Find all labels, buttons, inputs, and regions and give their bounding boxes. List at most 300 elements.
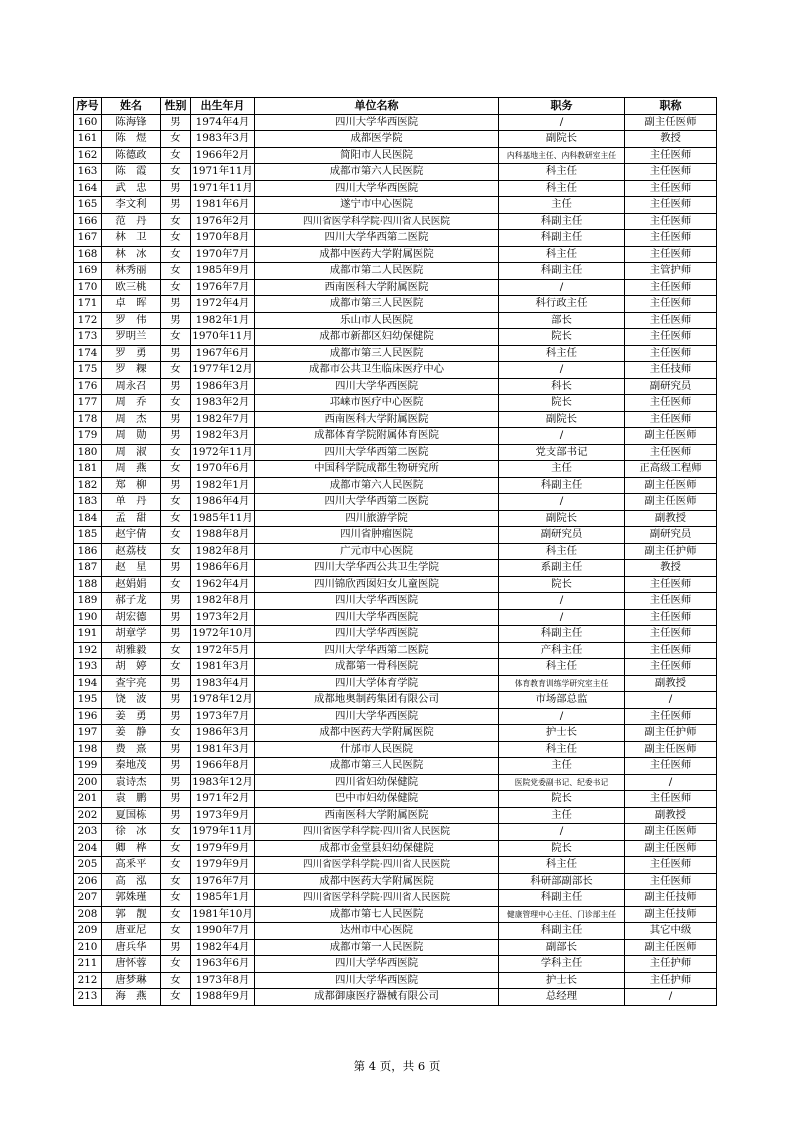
cell-birth: 1981年10月 bbox=[191, 906, 255, 923]
cell-gender: 女 bbox=[161, 362, 191, 379]
cell-name: 范 丹 bbox=[102, 213, 161, 230]
cell-position: 院长 bbox=[499, 329, 625, 346]
cell-serial: 170 bbox=[74, 279, 102, 296]
table-row bbox=[74, 147, 717, 164]
cell-gender: 男 bbox=[161, 708, 191, 725]
cell-gender: 男 bbox=[161, 560, 191, 577]
cell-gender: 女 bbox=[161, 329, 191, 346]
cell-unit: 中国科学院成都生物研究所 bbox=[255, 461, 499, 478]
cell-position: / bbox=[499, 428, 625, 445]
cell-serial: 199 bbox=[74, 758, 102, 775]
cell-gender: 女 bbox=[161, 890, 191, 907]
cell-serial: 183 bbox=[74, 494, 102, 511]
cell-name: 欧三桃 bbox=[102, 279, 161, 296]
cell-serial: 180 bbox=[74, 444, 102, 461]
cell-unit: 成都御康医疗器械有限公司 bbox=[255, 989, 499, 1006]
cell-name: 单 丹 bbox=[102, 494, 161, 511]
cell-birth: 1982年3月 bbox=[191, 428, 255, 445]
cell-name: 孟 甜 bbox=[102, 510, 161, 527]
cell-unit: 四川大学华西医院 bbox=[255, 180, 499, 197]
cell-unit: 成都市第三人民医院 bbox=[255, 296, 499, 313]
table-row bbox=[74, 824, 717, 841]
cell-birth: 1978年12月 bbox=[191, 692, 255, 709]
cell-unit: 四川大学华西第二医院 bbox=[255, 444, 499, 461]
cell-position: 科行政主任 bbox=[499, 296, 625, 313]
cell-title: 主任医师 bbox=[625, 758, 717, 775]
header-title: 职称 bbox=[625, 98, 717, 115]
cell-gender: 女 bbox=[161, 972, 191, 989]
cell-name: 秦地茂 bbox=[102, 758, 161, 775]
cell-unit: 西南医科大学附属医院 bbox=[255, 411, 499, 428]
cell-position: 主任 bbox=[499, 197, 625, 214]
table-row bbox=[74, 593, 717, 610]
cell-title: 正高级工程师 bbox=[625, 461, 717, 478]
cell-title: 主任技师 bbox=[625, 362, 717, 379]
cell-position: 院长 bbox=[499, 840, 625, 857]
cell-serial: 211 bbox=[74, 956, 102, 973]
cell-serial: 206 bbox=[74, 873, 102, 890]
cell-gender: 女 bbox=[161, 246, 191, 263]
cell-position: 科主任 bbox=[499, 164, 625, 181]
cell-position: 科副主任 bbox=[499, 230, 625, 247]
cell-gender: 男 bbox=[161, 477, 191, 494]
cell-name: 林 冰 bbox=[102, 246, 161, 263]
cell-title: 主任医师 bbox=[625, 296, 717, 313]
cell-gender: 女 bbox=[161, 147, 191, 164]
cell-position: / bbox=[499, 708, 625, 725]
cell-name: 姜 静 bbox=[102, 725, 161, 742]
cell-birth: 1982年8月 bbox=[191, 543, 255, 560]
cell-unit: 四川大学华西公共卫生学院 bbox=[255, 560, 499, 577]
cell-gender: 男 bbox=[161, 774, 191, 791]
cell-birth: 1979年11月 bbox=[191, 824, 255, 841]
cell-title: 主任医师 bbox=[625, 279, 717, 296]
table-row bbox=[74, 494, 717, 511]
cell-unit: 四川锦欣西囡妇女儿童医院 bbox=[255, 576, 499, 593]
cell-unit: 广元市中心医院 bbox=[255, 543, 499, 560]
cell-serial: 204 bbox=[74, 840, 102, 857]
cell-name: 林 卫 bbox=[102, 230, 161, 247]
cell-name: 赵宇倩 bbox=[102, 527, 161, 544]
cell-birth: 1981年3月 bbox=[191, 741, 255, 758]
cell-gender: 男 bbox=[161, 428, 191, 445]
cell-gender: 女 bbox=[161, 263, 191, 280]
cell-unit: 成都中医药大学附属医院 bbox=[255, 725, 499, 742]
cell-gender: 男 bbox=[161, 741, 191, 758]
cell-birth: 1983年12月 bbox=[191, 774, 255, 791]
cell-title: 主任医师 bbox=[625, 444, 717, 461]
cell-name: 陈海锋 bbox=[102, 114, 161, 131]
table-row bbox=[74, 395, 717, 412]
cell-position: 健康管理中心主任、门诊部主任 bbox=[499, 906, 625, 923]
cell-name: 陈 霞 bbox=[102, 164, 161, 181]
cell-title: 副主任技师 bbox=[625, 890, 717, 907]
cell-title: 主任医师 bbox=[625, 626, 717, 643]
cell-serial: 210 bbox=[74, 939, 102, 956]
cell-gender: 女 bbox=[161, 395, 191, 412]
cell-position: 科主任 bbox=[499, 543, 625, 560]
cell-gender: 男 bbox=[161, 593, 191, 610]
table-row bbox=[74, 428, 717, 445]
cell-birth: 1988年9月 bbox=[191, 989, 255, 1006]
cell-unit: 四川大学华西第二医院 bbox=[255, 494, 499, 511]
cell-position: 院长 bbox=[499, 791, 625, 808]
cell-position: 科长 bbox=[499, 378, 625, 395]
table-row bbox=[74, 791, 717, 808]
table-row bbox=[74, 576, 717, 593]
cell-serial: 208 bbox=[74, 906, 102, 923]
cell-serial: 207 bbox=[74, 890, 102, 907]
cell-position: 副研究员 bbox=[499, 527, 625, 544]
cell-title: / bbox=[625, 774, 717, 791]
cell-title: 主任护师 bbox=[625, 956, 717, 973]
cell-name: 卿 桦 bbox=[102, 840, 161, 857]
cell-name: 查宇亮 bbox=[102, 675, 161, 692]
cell-gender: 男 bbox=[161, 378, 191, 395]
cell-position: 科主任 bbox=[499, 180, 625, 197]
cell-position: 科主任 bbox=[499, 345, 625, 362]
cell-name: 郭姝瑾 bbox=[102, 890, 161, 907]
table-row bbox=[74, 131, 717, 148]
cell-birth: 1982年4月 bbox=[191, 939, 255, 956]
personnel-table-container bbox=[73, 97, 716, 1006]
cell-serial: 174 bbox=[74, 345, 102, 362]
cell-name: 胡宏德 bbox=[102, 609, 161, 626]
cell-gender: 女 bbox=[161, 527, 191, 544]
cell-serial: 188 bbox=[74, 576, 102, 593]
cell-serial: 168 bbox=[74, 246, 102, 263]
cell-serial: 175 bbox=[74, 362, 102, 379]
cell-gender: 女 bbox=[161, 230, 191, 247]
cell-title: 主任医师 bbox=[625, 593, 717, 610]
cell-gender: 女 bbox=[161, 906, 191, 923]
cell-gender: 女 bbox=[161, 510, 191, 527]
cell-serial: 171 bbox=[74, 296, 102, 313]
cell-birth: 1970年11月 bbox=[191, 329, 255, 346]
cell-name: 夏国栋 bbox=[102, 807, 161, 824]
cell-name: 高 泓 bbox=[102, 873, 161, 890]
cell-name: 赵娟娟 bbox=[102, 576, 161, 593]
header-birth: 出生年月 bbox=[191, 98, 255, 115]
cell-unit: 四川省妇幼保健院 bbox=[255, 774, 499, 791]
table-row bbox=[74, 362, 717, 379]
cell-gender: 女 bbox=[161, 461, 191, 478]
cell-birth: 1982年7月 bbox=[191, 411, 255, 428]
cell-name: 武 忠 bbox=[102, 180, 161, 197]
cell-gender: 女 bbox=[161, 576, 191, 593]
cell-birth: 1983年2月 bbox=[191, 395, 255, 412]
cell-unit: 成都市第二人民医院 bbox=[255, 263, 499, 280]
table-row bbox=[74, 230, 717, 247]
cell-position: 科研部副部长 bbox=[499, 873, 625, 890]
cell-position: 学科主任 bbox=[499, 956, 625, 973]
table-row bbox=[74, 263, 717, 280]
cell-unit: 西南医科大学附属医院 bbox=[255, 807, 499, 824]
cell-birth: 1972年5月 bbox=[191, 642, 255, 659]
cell-serial: 178 bbox=[74, 411, 102, 428]
cell-gender: 女 bbox=[161, 131, 191, 148]
cell-name: 周 燕 bbox=[102, 461, 161, 478]
cell-birth: 1967年6月 bbox=[191, 345, 255, 362]
cell-title: 主任医师 bbox=[625, 576, 717, 593]
cell-unit: 乐山市人民医院 bbox=[255, 312, 499, 329]
cell-name: 罗 伟 bbox=[102, 312, 161, 329]
cell-serial: 181 bbox=[74, 461, 102, 478]
cell-title: 主任医师 bbox=[625, 329, 717, 346]
cell-birth: 1981年3月 bbox=[191, 659, 255, 676]
cell-serial: 202 bbox=[74, 807, 102, 824]
cell-gender: 女 bbox=[161, 857, 191, 874]
cell-serial: 176 bbox=[74, 378, 102, 395]
cell-unit: 四川大学华西医院 bbox=[255, 609, 499, 626]
cell-gender: 女 bbox=[161, 494, 191, 511]
cell-unit: 成都市新都区妇幼保健院 bbox=[255, 329, 499, 346]
cell-serial: 177 bbox=[74, 395, 102, 412]
header-serial: 序号 bbox=[74, 98, 102, 115]
cell-name: 姜 勇 bbox=[102, 708, 161, 725]
cell-title: 主任医师 bbox=[625, 246, 717, 263]
cell-title: 副教授 bbox=[625, 510, 717, 527]
cell-name: 周 淑 bbox=[102, 444, 161, 461]
cell-unit: 成都中医药大学附属医院 bbox=[255, 246, 499, 263]
cell-title: 副主任技师 bbox=[625, 906, 717, 923]
cell-name: 陈德政 bbox=[102, 147, 161, 164]
cell-name: 周 杰 bbox=[102, 411, 161, 428]
cell-birth: 1972年4月 bbox=[191, 296, 255, 313]
cell-position: / bbox=[499, 114, 625, 131]
cell-serial: 197 bbox=[74, 725, 102, 742]
cell-serial: 184 bbox=[74, 510, 102, 527]
cell-name: 郝子龙 bbox=[102, 593, 161, 610]
cell-unit: 成都市第三人民医院 bbox=[255, 345, 499, 362]
cell-position: 部长 bbox=[499, 312, 625, 329]
cell-title: 主任医师 bbox=[625, 411, 717, 428]
cell-unit: 成都第一骨科医院 bbox=[255, 659, 499, 676]
table-row bbox=[74, 642, 717, 659]
cell-serial: 196 bbox=[74, 708, 102, 725]
cell-birth: 1986年3月 bbox=[191, 378, 255, 395]
cell-name: 袁 鹏 bbox=[102, 791, 161, 808]
cell-unit: 成都市第六人民医院 bbox=[255, 164, 499, 181]
cell-title: 主任医师 bbox=[625, 873, 717, 890]
cell-unit: 成都市第三人民医院 bbox=[255, 758, 499, 775]
cell-position: 主任 bbox=[499, 758, 625, 775]
personnel-table bbox=[73, 97, 717, 1006]
cell-gender: 女 bbox=[161, 279, 191, 296]
cell-name: 赵荔枝 bbox=[102, 543, 161, 560]
cell-title: 主任医师 bbox=[625, 708, 717, 725]
cell-birth: 1983年4月 bbox=[191, 675, 255, 692]
cell-gender: 女 bbox=[161, 213, 191, 230]
cell-unit: 四川大学华西医院 bbox=[255, 708, 499, 725]
cell-unit: 四川省医学科学院·四川省人民医院 bbox=[255, 890, 499, 907]
cell-serial: 166 bbox=[74, 213, 102, 230]
cell-unit: 达州市中心医院 bbox=[255, 923, 499, 940]
table-row bbox=[74, 741, 717, 758]
table-row bbox=[74, 543, 717, 560]
cell-serial: 194 bbox=[74, 675, 102, 692]
table-body bbox=[74, 114, 717, 1005]
cell-birth: 1982年8月 bbox=[191, 593, 255, 610]
cell-unit: 四川大学华西医院 bbox=[255, 114, 499, 131]
cell-title: 副主任医师 bbox=[625, 840, 717, 857]
cell-title: 其它中级 bbox=[625, 923, 717, 940]
header-position: 职务 bbox=[499, 98, 625, 115]
cell-gender: 男 bbox=[161, 807, 191, 824]
cell-birth: 1966年2月 bbox=[191, 147, 255, 164]
cell-position: 科主任 bbox=[499, 741, 625, 758]
cell-serial: 186 bbox=[74, 543, 102, 560]
table-row bbox=[74, 956, 717, 973]
cell-birth: 1962年4月 bbox=[191, 576, 255, 593]
cell-serial: 198 bbox=[74, 741, 102, 758]
cell-birth: 1973年2月 bbox=[191, 609, 255, 626]
cell-name: 唐梦琳 bbox=[102, 972, 161, 989]
cell-birth: 1973年9月 bbox=[191, 807, 255, 824]
cell-unit: 四川省医学科学院·四川省人民医院 bbox=[255, 824, 499, 841]
cell-serial: 172 bbox=[74, 312, 102, 329]
cell-birth: 1985年1月 bbox=[191, 890, 255, 907]
cell-position: 科副主任 bbox=[499, 213, 625, 230]
table-row bbox=[74, 659, 717, 676]
cell-serial: 169 bbox=[74, 263, 102, 280]
cell-title: 副主任护师 bbox=[625, 725, 717, 742]
cell-unit: 四川大学华西医院 bbox=[255, 972, 499, 989]
table-row bbox=[74, 675, 717, 692]
cell-gender: 男 bbox=[161, 180, 191, 197]
cell-birth: 1990年7月 bbox=[191, 923, 255, 940]
page-number: 第 4 页，共 6 页 bbox=[353, 1059, 441, 1073]
cell-position: 系副主任 bbox=[499, 560, 625, 577]
cell-title: 副主任医师 bbox=[625, 741, 717, 758]
cell-gender: 女 bbox=[161, 824, 191, 841]
cell-birth: 1982年1月 bbox=[191, 312, 255, 329]
cell-birth: 1973年8月 bbox=[191, 972, 255, 989]
cell-title: 副主任医师 bbox=[625, 428, 717, 445]
cell-gender: 男 bbox=[161, 312, 191, 329]
cell-title: 主任医师 bbox=[625, 659, 717, 676]
cell-position: 副院长 bbox=[499, 510, 625, 527]
cell-birth: 1977年12月 bbox=[191, 362, 255, 379]
table-row bbox=[74, 906, 717, 923]
cell-name: 周 乔 bbox=[102, 395, 161, 412]
table-row bbox=[74, 329, 717, 346]
cell-serial: 162 bbox=[74, 147, 102, 164]
cell-serial: 205 bbox=[74, 857, 102, 874]
cell-gender: 男 bbox=[161, 692, 191, 709]
cell-unit: 四川省医学科学院·四川省人民医院 bbox=[255, 213, 499, 230]
cell-name: 唐怀蓉 bbox=[102, 956, 161, 973]
cell-title: 副主任医师 bbox=[625, 824, 717, 841]
table-row bbox=[74, 164, 717, 181]
cell-title: 副主任护师 bbox=[625, 543, 717, 560]
table-row bbox=[74, 609, 717, 626]
cell-birth: 1971年2月 bbox=[191, 791, 255, 808]
cell-gender: 男 bbox=[161, 609, 191, 626]
cell-position: 副部长 bbox=[499, 939, 625, 956]
cell-birth: 1988年8月 bbox=[191, 527, 255, 544]
table-row bbox=[74, 873, 717, 890]
cell-serial: 163 bbox=[74, 164, 102, 181]
table-row bbox=[74, 411, 717, 428]
header-gender: 性别 bbox=[161, 98, 191, 115]
table-row bbox=[74, 279, 717, 296]
header-name: 姓名 bbox=[102, 98, 161, 115]
table-row bbox=[74, 626, 717, 643]
cell-title: 主任医师 bbox=[625, 609, 717, 626]
header-row bbox=[74, 98, 717, 115]
cell-birth: 1986年4月 bbox=[191, 494, 255, 511]
cell-position: 主任 bbox=[499, 461, 625, 478]
cell-position: 科主任 bbox=[499, 246, 625, 263]
table-row bbox=[74, 774, 717, 791]
cell-unit: 西南医科大学附属医院 bbox=[255, 279, 499, 296]
table-row bbox=[74, 758, 717, 775]
cell-title: 主管护师 bbox=[625, 263, 717, 280]
cell-position: / bbox=[499, 494, 625, 511]
cell-gender: 女 bbox=[161, 164, 191, 181]
cell-position: / bbox=[499, 593, 625, 610]
cell-birth: 1982年1月 bbox=[191, 477, 255, 494]
cell-position: 护士长 bbox=[499, 725, 625, 742]
cell-serial: 192 bbox=[74, 642, 102, 659]
cell-gender: 女 bbox=[161, 659, 191, 676]
cell-position: 总经理 bbox=[499, 989, 625, 1006]
cell-serial: 164 bbox=[74, 180, 102, 197]
cell-serial: 195 bbox=[74, 692, 102, 709]
cell-gender: 男 bbox=[161, 296, 191, 313]
cell-name: 罗 勇 bbox=[102, 345, 161, 362]
cell-title: / bbox=[625, 692, 717, 709]
table-row bbox=[74, 692, 717, 709]
cell-gender: 女 bbox=[161, 873, 191, 890]
cell-serial: 203 bbox=[74, 824, 102, 841]
cell-gender: 男 bbox=[161, 411, 191, 428]
cell-unit: 四川大学华西医院 bbox=[255, 378, 499, 395]
table-row bbox=[74, 923, 717, 940]
cell-title: 主任医师 bbox=[625, 147, 717, 164]
cell-name: 唐兵华 bbox=[102, 939, 161, 956]
cell-name: 徐 冰 bbox=[102, 824, 161, 841]
cell-unit: 四川大学华西医院 bbox=[255, 593, 499, 610]
cell-position: 市场部总监 bbox=[499, 692, 625, 709]
cell-unit: 成都市金堂县妇幼保健院 bbox=[255, 840, 499, 857]
cell-title: 副主任医师 bbox=[625, 114, 717, 131]
cell-title: 教授 bbox=[625, 560, 717, 577]
table-row bbox=[74, 296, 717, 313]
cell-serial: 189 bbox=[74, 593, 102, 610]
cell-title: 主任医师 bbox=[625, 345, 717, 362]
cell-gender: 女 bbox=[161, 923, 191, 940]
cell-title: 主任医师 bbox=[625, 642, 717, 659]
cell-title: 副研究员 bbox=[625, 378, 717, 395]
cell-position: 体育教育训练学研究室主任 bbox=[499, 675, 625, 692]
table-row bbox=[74, 857, 717, 874]
cell-title: 主任医师 bbox=[625, 230, 717, 247]
cell-name: 海 燕 bbox=[102, 989, 161, 1006]
cell-serial: 213 bbox=[74, 989, 102, 1006]
cell-birth: 1976年7月 bbox=[191, 279, 255, 296]
cell-unit: 四川大学华西医院 bbox=[255, 626, 499, 643]
table-row bbox=[74, 461, 717, 478]
cell-position: 主任 bbox=[499, 807, 625, 824]
cell-serial: 190 bbox=[74, 609, 102, 626]
cell-name: 林秀丽 bbox=[102, 263, 161, 280]
table-row bbox=[74, 840, 717, 857]
cell-position: 科主任 bbox=[499, 659, 625, 676]
table-row bbox=[74, 972, 717, 989]
cell-unit: 巴中市妇幼保健院 bbox=[255, 791, 499, 808]
